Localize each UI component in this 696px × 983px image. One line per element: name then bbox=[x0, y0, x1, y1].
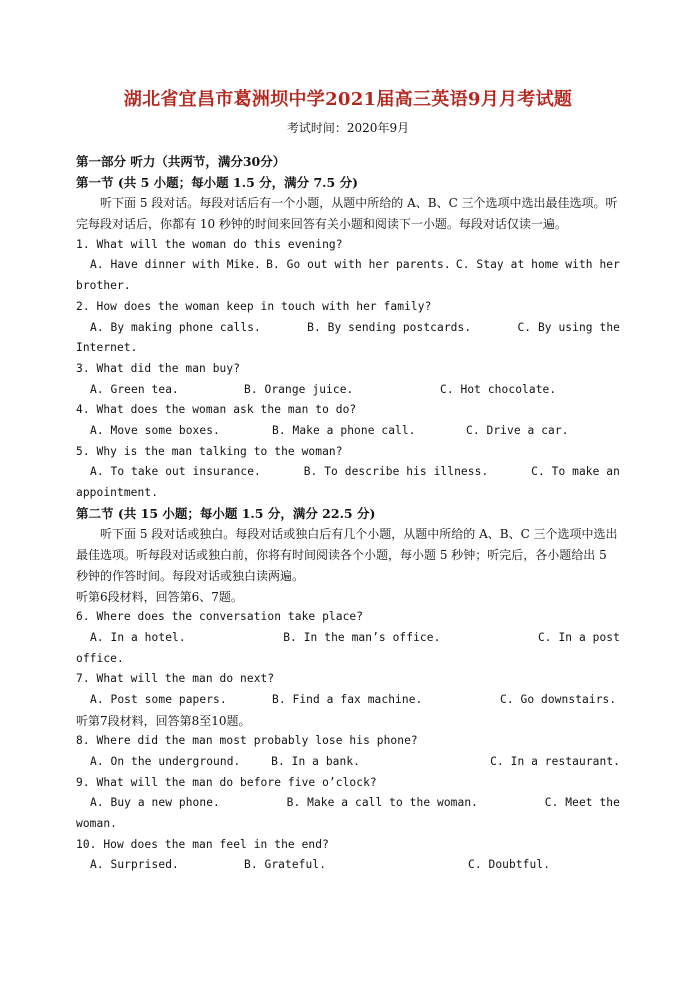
section-one-heading: 第一节 (共 5 小题；每小题 1.5 分，满分 7.5 分) bbox=[76, 174, 358, 190]
option-c: C. In a restaurant. bbox=[490, 755, 620, 769]
option-c: C. Hot chocolate. bbox=[440, 382, 557, 396]
option-a: A. In a hotel. bbox=[90, 630, 186, 644]
question-9: 9. What will the man do before five o’clock? bbox=[76, 775, 377, 789]
option-c-continued: office. bbox=[76, 651, 124, 665]
option-b: B. Orange juice. bbox=[244, 382, 354, 396]
section-two-instruction: 听下面 5 段对话或独白。每段对话或独白后有几个小题，从题中所给的 A、B、C 三个选项中选出最佳选项。听每段对话或独白前，你将有时间阅读各个小题，每小题 5 秒钟；听完后，各小题给出 5 秒钟的作答时间。每段对话或独白读两遍。 bbox=[76, 527, 618, 583]
material-6-note: 听第6段材料，回答第6、7题。 bbox=[76, 589, 243, 604]
question-10: 10. How does the man feel in the end? bbox=[76, 837, 329, 851]
question-3: 3. What did the man buy? bbox=[76, 361, 241, 375]
option-c-continued: appointment. bbox=[76, 486, 159, 500]
option-b: B. Grateful. bbox=[244, 858, 327, 872]
exam-page bbox=[76, 78, 620, 876]
question-1: 1. What will the woman do this evening? bbox=[76, 237, 343, 251]
part-one bbox=[76, 152, 620, 876]
question-5: 5. Why is the man talking to the woman? bbox=[76, 444, 343, 458]
option-b: B. Find a fax machine. bbox=[272, 692, 423, 706]
option-b: B. Make a call to the woman. bbox=[286, 796, 479, 810]
option-a: A. Green tea. bbox=[90, 382, 179, 396]
option-b: B. In a bank. bbox=[271, 755, 361, 769]
option-a: A. Surprised. bbox=[90, 858, 179, 872]
exam-time: 考试时间：2020年9月 bbox=[286, 121, 410, 135]
question-1-options bbox=[76, 255, 620, 276]
option-a: A. Buy a new phone. bbox=[90, 796, 220, 810]
option-a: A. On the underground. bbox=[90, 755, 241, 769]
option-c: C. Stay at home with her bbox=[455, 258, 620, 272]
question-8-options bbox=[76, 752, 620, 773]
section-one-instruction: 听下面 5 段对话。每段对话后有一个小题，从题中所给的 A、B、C 三个选项中选出最佳选项。听完每段对话后，你都有 10 秒钟的时间来回答有关小题和阅读下一小题。每段对话仅读一遍。 bbox=[76, 196, 618, 232]
option-c: C. By using the bbox=[517, 320, 620, 334]
question-9-options bbox=[76, 793, 620, 814]
question-6: 6. Where does the conversation take place? bbox=[76, 610, 364, 624]
option-c: C. In a post bbox=[537, 630, 620, 644]
option-a: A. Have dinner with Mike. bbox=[90, 258, 261, 272]
option-b: B. To describe his illness. bbox=[303, 465, 489, 479]
question-6-options bbox=[76, 628, 620, 649]
question-10-options bbox=[76, 855, 620, 876]
option-b: B. Go out with her parents. bbox=[266, 258, 451, 272]
option-c-continued: woman. bbox=[76, 817, 118, 831]
option-c: C. Go downstairs. bbox=[500, 692, 617, 706]
option-a: A. To take out insurance. bbox=[90, 465, 261, 479]
option-c: C. Doubtful. bbox=[468, 858, 551, 872]
question-3-options bbox=[76, 380, 620, 401]
option-b: B. By sending postcards. bbox=[307, 320, 472, 334]
option-b: B. In the man’s office. bbox=[283, 630, 441, 644]
part-one-heading: 第一部分 听力（共两节，满分30分） bbox=[76, 154, 286, 169]
question-4: 4. What does the woman ask the man to do? bbox=[76, 403, 357, 417]
question-7: 7. What will the man do next? bbox=[76, 672, 275, 686]
option-c: C. Drive a car. bbox=[466, 423, 569, 437]
option-c: C. To make an bbox=[531, 465, 620, 479]
question-5-options bbox=[76, 462, 620, 483]
option-a: A. Post some papers. bbox=[90, 692, 227, 706]
section-two-heading: 第二节 (共 15 小题；每小题 1.5 分，满分 22.5 分) bbox=[76, 505, 376, 521]
question-4-options bbox=[76, 421, 620, 442]
option-b: B. Make a phone call. bbox=[272, 423, 416, 437]
option-c: C. Meet the bbox=[544, 796, 620, 810]
page-title: 湖北省宜昌市葛洲坝中学2021届高三英语9月月考试题 bbox=[123, 89, 573, 110]
option-c-continued: brother. bbox=[76, 279, 131, 293]
question-8: 8. Where did the man most probably lose his phone? bbox=[76, 734, 418, 748]
option-a: A. By making phone calls. bbox=[90, 320, 261, 334]
question-2: 2. How does the woman keep in touch with her family? bbox=[76, 299, 432, 313]
material-7-note: 听第7段材料，回答第8至10题。 bbox=[76, 713, 251, 728]
question-7-options bbox=[76, 690, 620, 711]
question-2-options bbox=[76, 318, 620, 339]
option-a: A. Move some boxes. bbox=[90, 423, 220, 437]
option-c-continued: Internet. bbox=[76, 341, 138, 355]
